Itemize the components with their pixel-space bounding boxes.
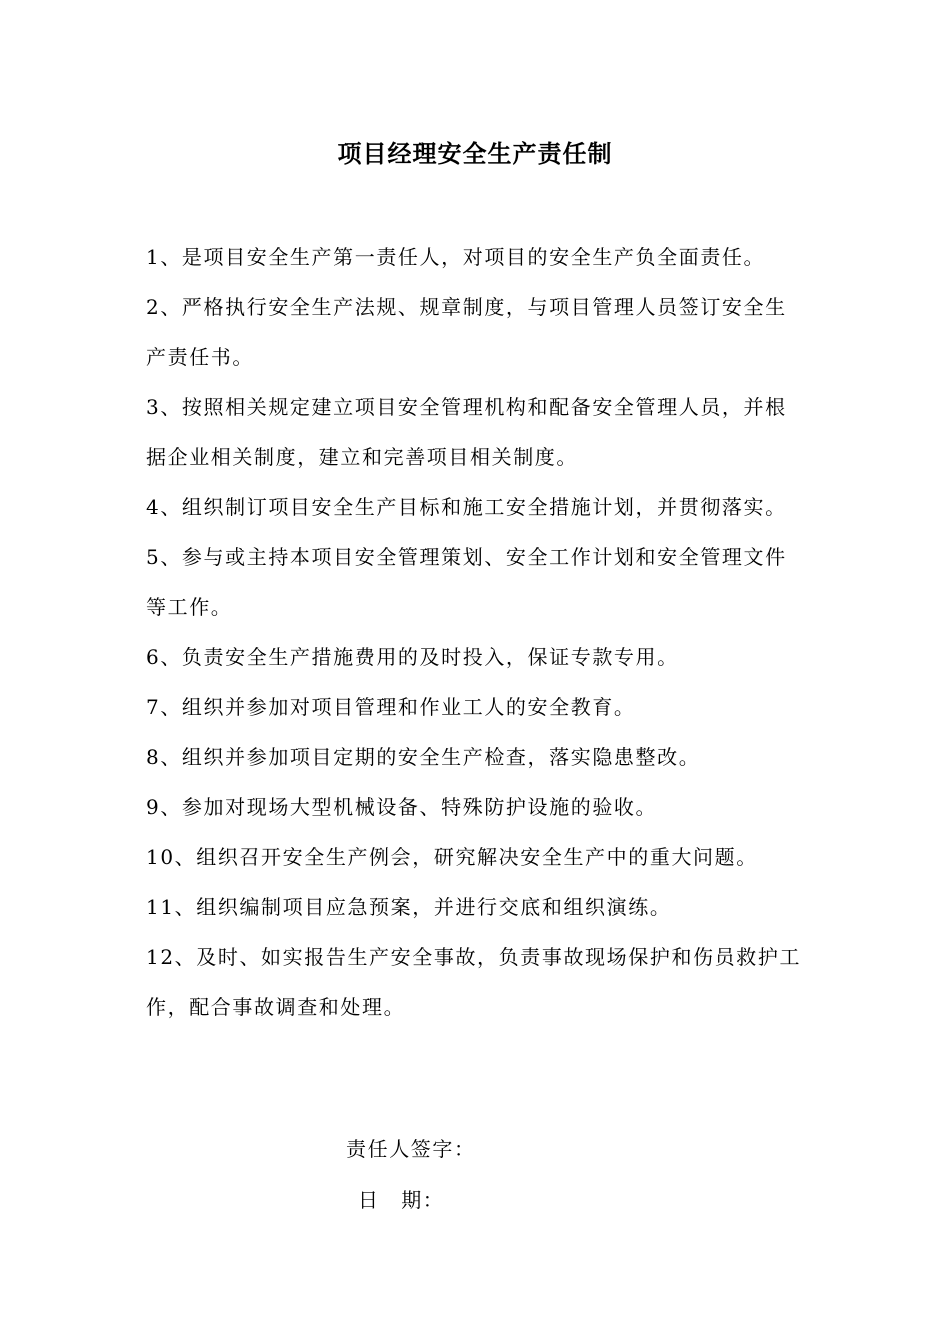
list-item: 12、及时、如实报告生产安全事故，负责事故现场保护和伤员救护工作，配合事故调查和处理。 — [146, 945, 802, 1019]
list-item: 3、按照相关规定建立项目安全管理机构和配备安全管理人员，并根据企业相关制度，建立和完善项目相关制度。 — [146, 395, 787, 469]
signature-person-label: 责任人签字： — [346, 1137, 476, 1161]
list-item: 8、组织并参加项目定期的安全生产检查，落实隐患整改。 — [146, 745, 701, 769]
list-item: 4、组织制订项目安全生产目标和施工安全措施计划，并贯彻落实。 — [146, 495, 787, 519]
list-item: 9、参加对现场大型机械设备、特殊防护设施的验收。 — [146, 795, 658, 819]
list-item: 1、是项目安全生产第一责任人，对项目的安全生产负全面责任。 — [146, 245, 766, 269]
list-item: 10、组织召开安全生产例会，研究解决安全生产中的重大问题。 — [146, 845, 758, 869]
list-item: 6、负责安全生产措施费用的及时投入，保证专款专用。 — [146, 645, 679, 669]
list-item: 11、组织编制项目应急预案，并进行交底和组织演练。 — [146, 895, 672, 919]
responsibility-list — [146, 232, 808, 1032]
list-item: 5、参与或主持本项目安全管理策划、安全工作计划和安全管理文件等工作。 — [146, 545, 787, 619]
list-item: 7、组织并参加对项目管理和作业工人的安全教育。 — [146, 695, 636, 719]
list-item: 2、严格执行安全生产法规、规章制度，与项目管理人员签订安全生产责任书。 — [146, 295, 787, 369]
signature-date-label: 日 期： — [358, 1188, 445, 1212]
document-title: 项目经理安全生产责任制 — [337, 139, 613, 168]
